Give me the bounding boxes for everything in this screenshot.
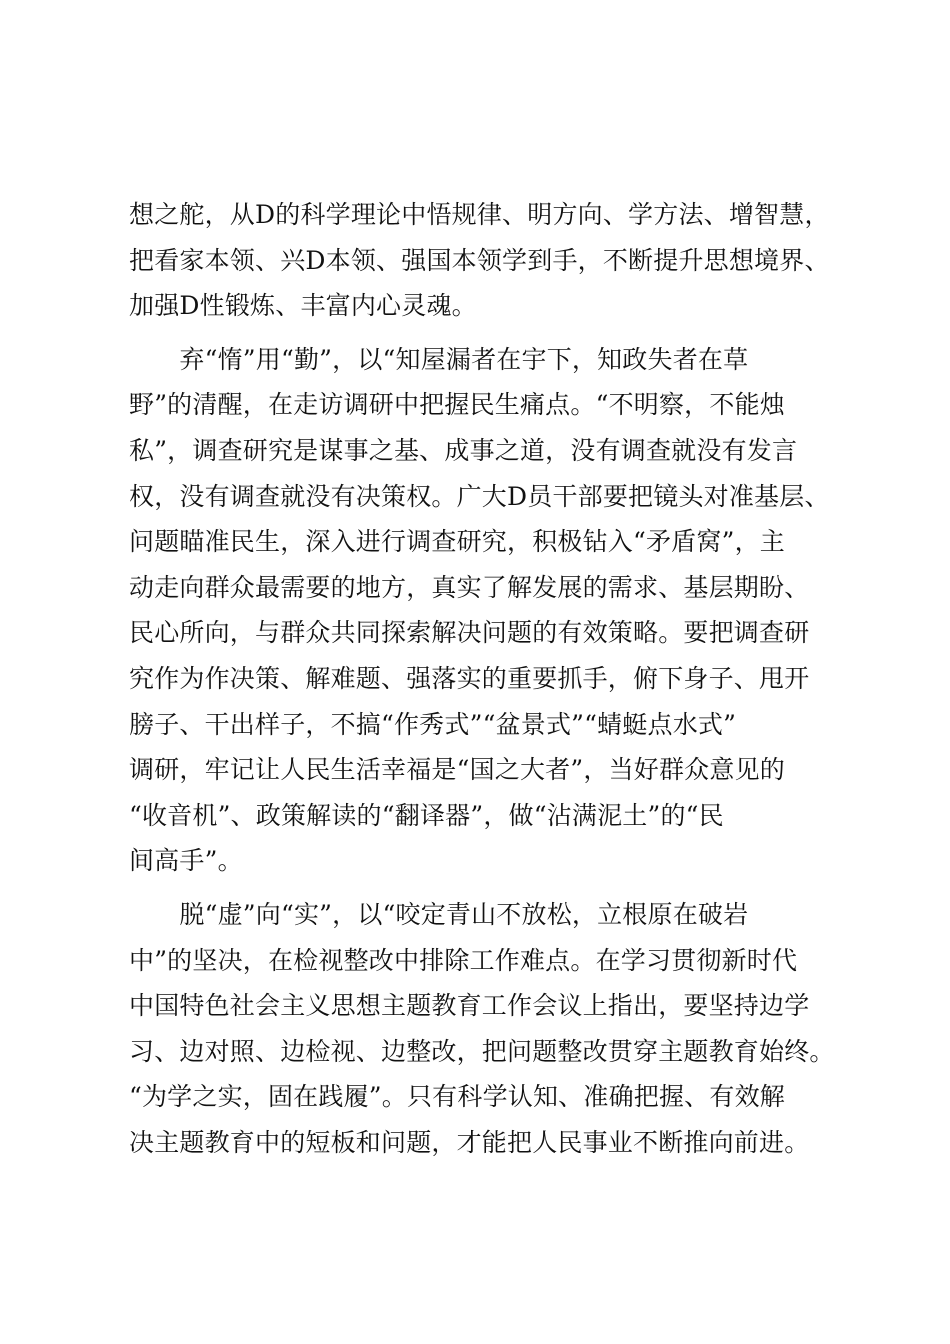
text-line: 私”，调查研究是谋事之基、成事之道，没有调查就没有发言 bbox=[129, 435, 798, 465]
paragraph-spacer bbox=[129, 329, 849, 337]
text-line: 想之舵，从D的科学理论中悟规律、明方向、学方法、增智慧， bbox=[129, 200, 830, 229]
paragraph-3 bbox=[129, 892, 849, 1166]
text-line: 民心所向，与群众共同探索解决问题的有效策略。要把调查研 bbox=[129, 618, 810, 648]
text-line: 弃“惰”用“勤”，以“知屋漏者在宇下，知政失者在草 bbox=[129, 344, 749, 374]
paragraph-spacer bbox=[129, 884, 849, 892]
text-line: 中国特色社会主义思想主题教育工作会议上指出，要坚持边学 bbox=[129, 991, 810, 1021]
article-body bbox=[129, 192, 849, 1165]
text-line: 权，没有调查就没有决策权。广大D员干部要把镜头对准基层、 bbox=[129, 481, 830, 511]
paragraph-1 bbox=[129, 192, 849, 329]
text-line: “为学之实，固在践履”。只有科学认知、准确把握、有效解 bbox=[129, 1082, 785, 1112]
text-line: 动走向群众最需要的地方，真实了解发展的需求、基层期盼、 bbox=[129, 572, 810, 602]
text-line: 习、边对照、边检视、边整改，把问题整改贯穿主题教育始终。 bbox=[129, 1036, 835, 1066]
text-line: 加强D性锻炼、丰富内心灵魂。 bbox=[129, 291, 477, 321]
text-line: 究作为作决策、解难题、强落实的重要抓手，俯下身子、甩开 bbox=[129, 663, 810, 693]
text-line: 间高手”。 bbox=[129, 846, 243, 876]
text-line: 中”的坚决，在检视整改中排除工作难点。在学习贯彻新时代 bbox=[129, 945, 798, 975]
text-line: 决主题教育中的短板和问题，才能把人民事业不断推向前进。 bbox=[129, 1127, 810, 1157]
text-line: 问题瞄准民生，深入进行调查研究，积极钻入“矛盾窝”，主 bbox=[129, 527, 785, 557]
text-line: 把看家本领、兴D本领、强国本领学到手，不断提升思想境界、 bbox=[129, 245, 830, 275]
text-line: 调研，牢记让人民生活幸福是“国之大者”，当好群众意见的 bbox=[129, 755, 785, 785]
text-line: 脱“虚”向“实”，以“咬定青山不放松，立根原在破岩 bbox=[129, 899, 749, 929]
text-line: 膀子、干出样子，不搞“作秀式”“盆景式”“蜻蜓点水式” bbox=[129, 709, 737, 739]
text-line: 野”的清醒，在走访调研中把握民生痛点。“不明察，不能烛 bbox=[129, 390, 785, 420]
paragraph-2 bbox=[129, 337, 849, 884]
text-line: “收音机”、政策解读的“翻译器”，做“沾满泥土”的“民 bbox=[129, 800, 724, 830]
